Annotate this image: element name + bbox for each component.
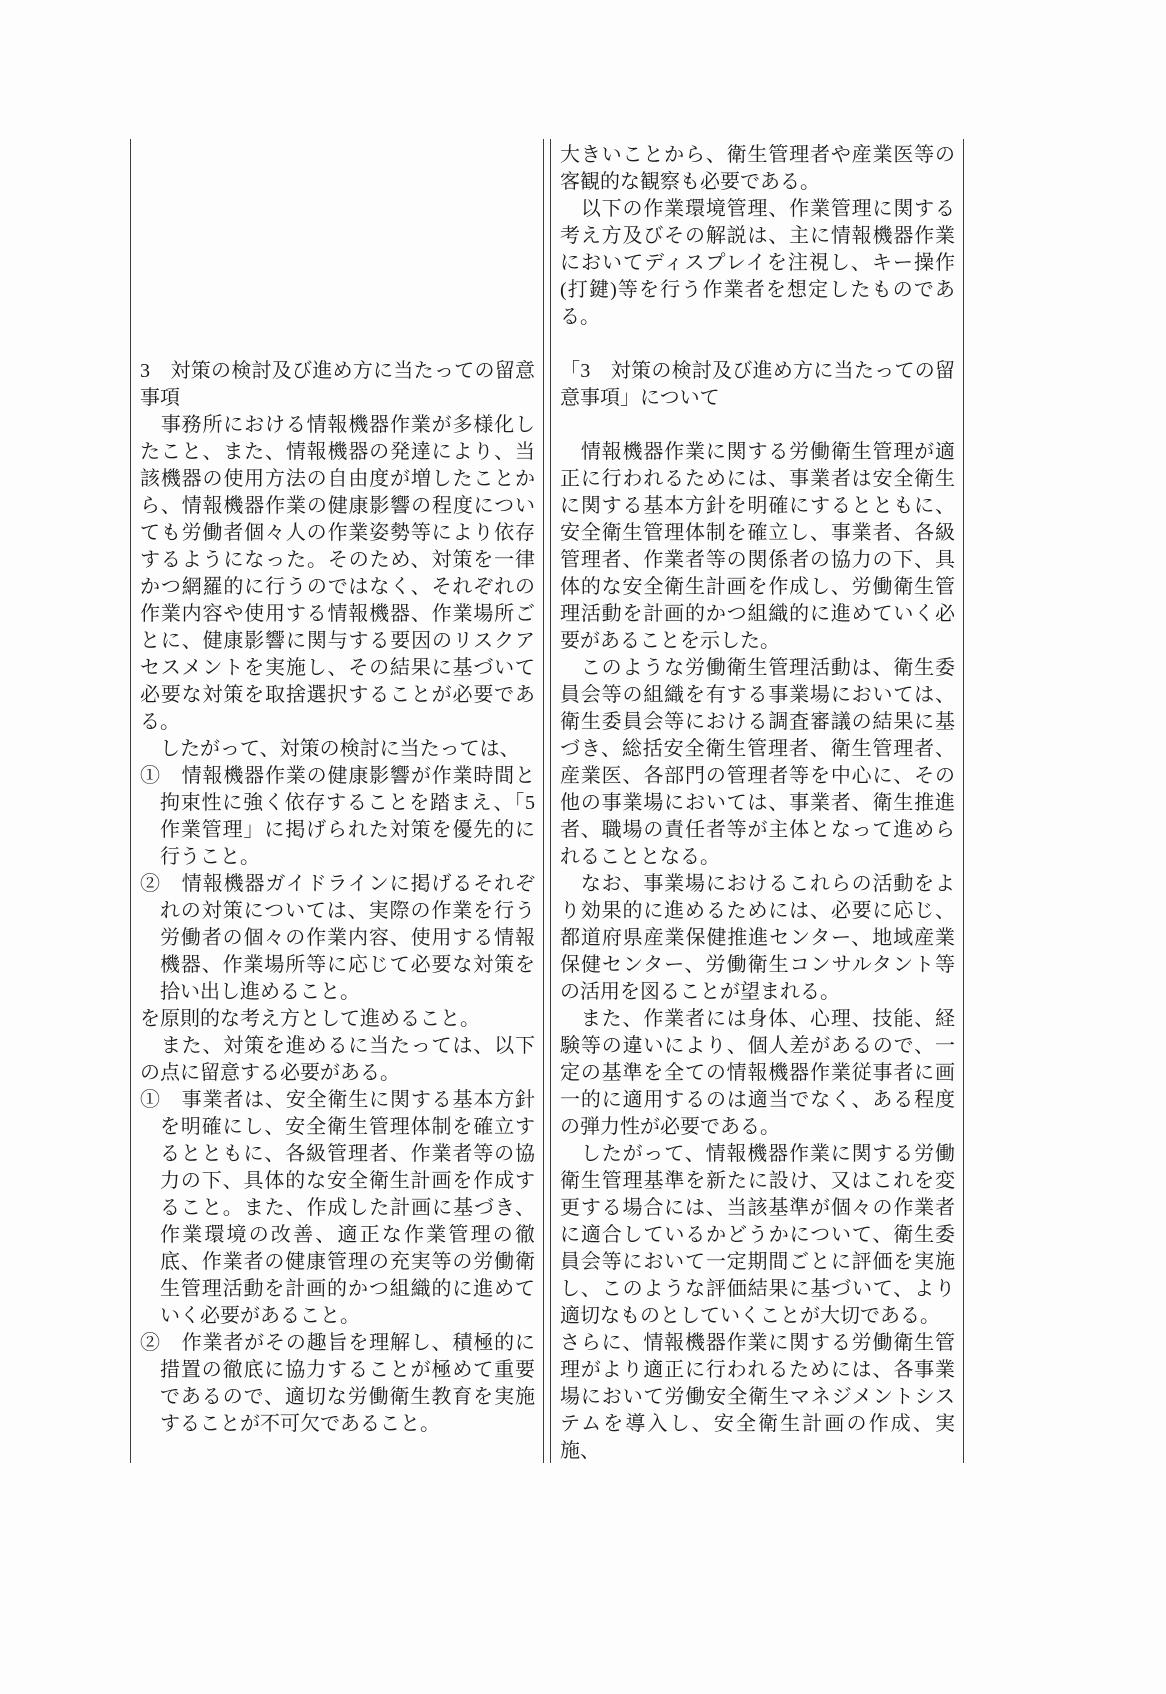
paragraph: 以下の作業環境管理、作業管理に関する考え方及びその解説は、主に情報機器作業においてディスプレイを注視し、キー操作(打鍵)等を行う作業者を想定したものである。	[560, 198, 955, 328]
paragraph: このような労働衛生管理活動は、衛生委員会等の組織を有する事業場においては、衛生委員会等における調査審議の結果に基づき、総括安全衛生管理者、衛生管理者、産業医、各部門の管理者等を中心に、その他の事業場においては、事業者、衛生推進者、職場の責任者等が主体となって進められることとなる。	[560, 657, 955, 868]
paragraph: 事務所における情報機器作業が多様化したこと、また、情報機器の発達により、当該機器の使用方法の自由度が増したことから、情報機器作業の健康影響の程度についても労働者個々人の作業姿勢等により依存するようになった。そのため、対策を一律かつ網羅的に行うのではなく、それぞれの作業内容や使用する情報機器、作業場所ごとに、健康影響に関与する要因のリスクアセスメントを実施し、その結果に基づいて必要な対策を取捨選択することが必要である。	[140, 414, 535, 733]
list-item: ② 情報機器ガイドラインに掲げるそれぞれの対策については、実際の作業を行う労働者の個々の作業内容、使用する情報機器、作業場所等に応じて必要な対策を拾い出し進めること。	[140, 873, 535, 1003]
paragraph: さらに、情報機器作業に関する労働衛生管理がより適正に行われるためには、各事業場において労働安全衛生マネジメントシステムを導入し、安全衛生計画の作成、実施、	[560, 1332, 955, 1462]
two-column-comparison-table	[130, 139, 964, 1463]
blank-line	[560, 331, 955, 358]
left-column-top-space	[140, 142, 535, 358]
left-column-guideline-text	[130, 139, 544, 1463]
paragraph: を原則的な考え方として進めること。	[140, 1008, 480, 1030]
paragraph: 情報機器作業に関する労働衛生管理が適正に行われるためには、事業者は安全衛生に関する基本方針を明確にするとともに、安全衛生管理体制を確立し、事業者、各級管理者、作業者等の関係者の協力の下、具体的な安全衛生計画を作成し、労働衛生管理活動を計画的かつ組織的に進めていく必要があることを示した。	[560, 441, 955, 652]
paragraph: したがって、対策の検討に当たっては、	[140, 738, 520, 760]
paragraph: したがって、情報機器作業に関する労働衛生管理基準を新たに設け、又はこれを変更する場合には、当該基準が個々の作業者に適合しているかどうかについて、衛生委員会等において一定期間ごとに評価を実施し、このような評価結果に基づいて、より適切なものとしていくことが大切である。	[560, 1143, 955, 1327]
paragraph: なお、事業場におけるこれらの活動をより効果的に進めるためには、必要に応じ、都道府県産業保健推進センター、地域産業保健センター、労働衛生コンサルタント等の活用を図ることが望まれる。	[560, 873, 955, 1003]
list-item: ① 情報機器作業の健康影響が作業時間と拘束性に強く依存することを踏まえ、「5 作業管理」に掲げられた対策を優先的に行うこと。	[140, 765, 535, 868]
list-item: ② 作業者がその趣旨を理解し、積極的に措置の徹底に協力することが極めて重要であるので、適切な労働衛生教育を実施することが不可欠であること。	[140, 1332, 535, 1435]
paragraph: また、対策を進めるに当たっては、以下の点に留意する必要がある。	[140, 1035, 535, 1084]
section-heading: 「3 対策の検討及び進め方に当たっての留意事項」について	[560, 360, 955, 409]
paragraph: 大きいことから、衛生管理者や産業医等の客観的な観察も必要である。	[560, 144, 955, 193]
right-column-commentary-text	[550, 139, 964, 1463]
list-item: ① 事業者は、安全衛生に関する基本方針を明確にし、安全衛生管理体制を確立するとともに、各級管理者、作業者等の協力の下、具体的な安全衛生計画を作成すること。また、作成した計画に基づき、作業環境の改善、適正な作業管理の徹底、作業者の健康管理の充実等の労働衛生管理活動を計画的かつ組織的に進めていく必要があること。	[140, 1089, 535, 1327]
blank-line	[560, 412, 955, 439]
paragraph: また、作業者には身体、心理、技能、経験等の違いにより、個人差があるので、一定の基準を全ての情報機器作業従事者に画一的に適用するのは適当でなく、ある程度の弾力性が必要である。	[560, 1008, 955, 1138]
section-heading: 3 対策の検討及び進め方に当たっての留意事項	[140, 360, 535, 409]
